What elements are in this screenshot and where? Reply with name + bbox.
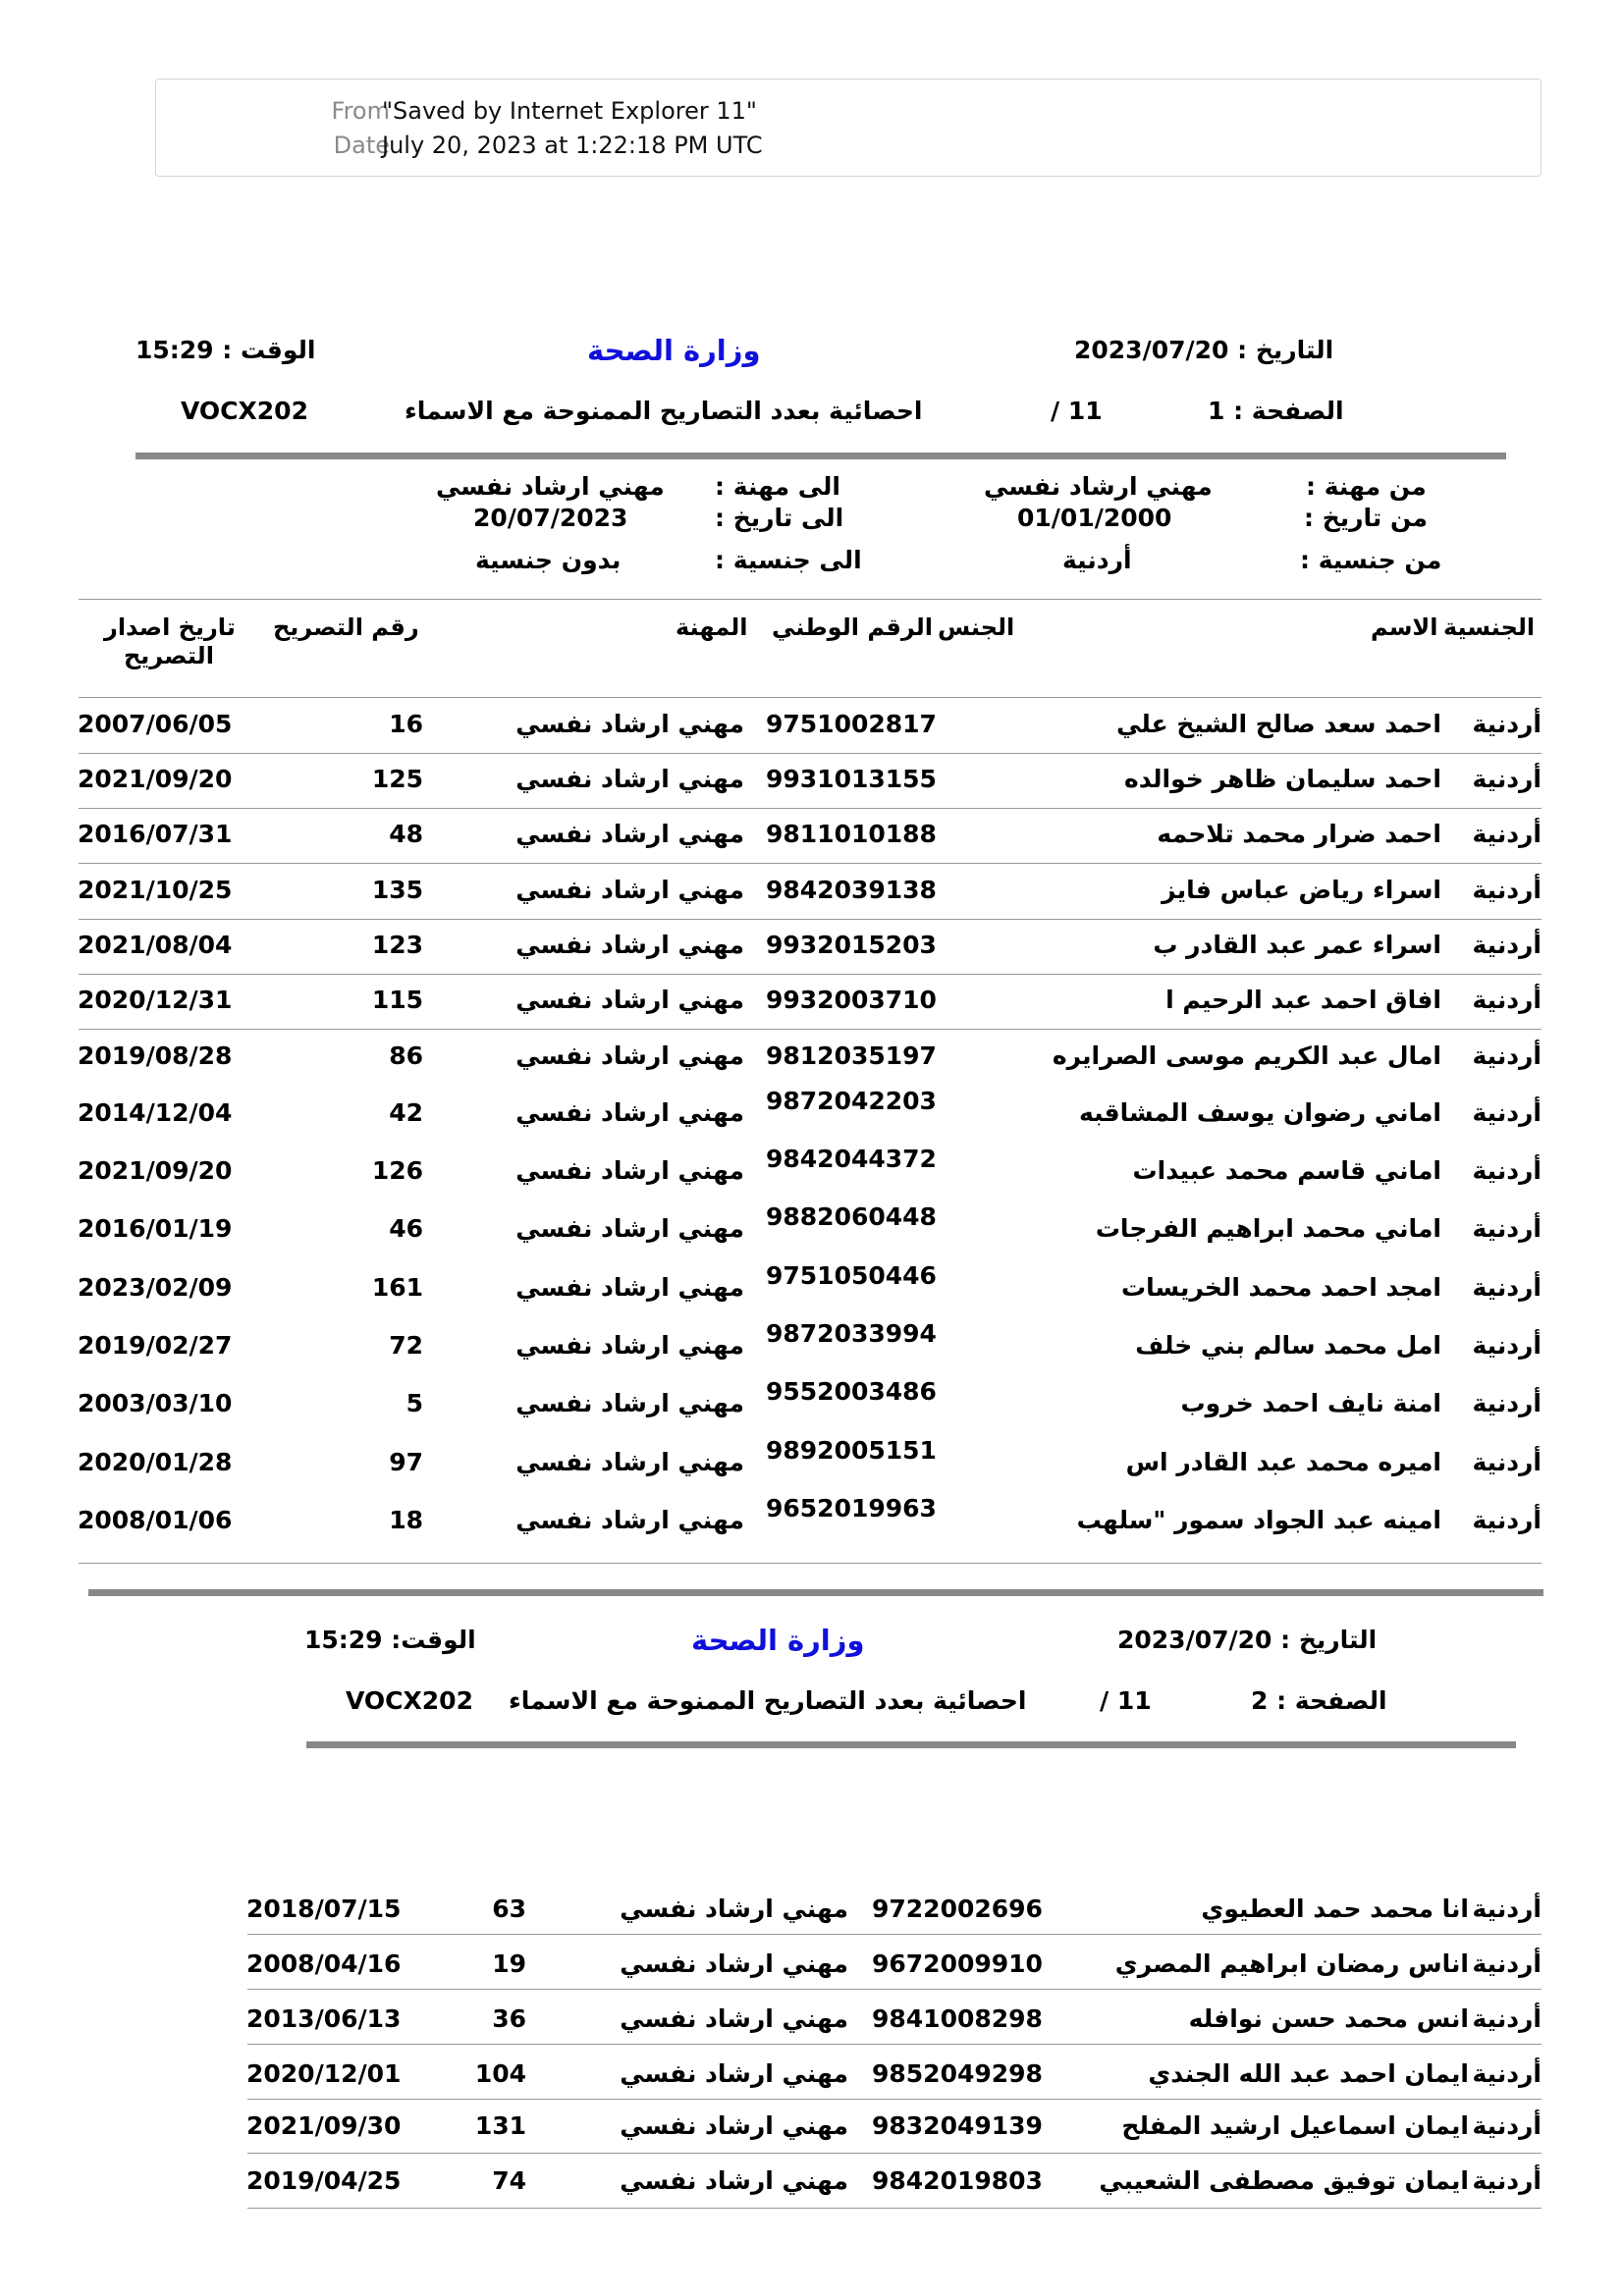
col-profession: المهنة: [676, 614, 748, 641]
cell-issue-date: 2019/02/27: [78, 1331, 233, 1360]
cell-name: امل محمد سالم بني خلف: [1135, 1331, 1441, 1360]
cell-nationality: أردنية: [1472, 876, 1542, 904]
cell-issue-date: 2021/08/04: [78, 931, 233, 959]
cell-issue-date: 2020/12/01: [246, 2059, 402, 2088]
cell-nationality: أردنية: [1472, 1041, 1542, 1070]
cell-name: اسراء عمر عبد القادر ب: [1153, 931, 1441, 959]
cell-issue-date: 2019/04/25: [246, 2166, 402, 2195]
cell-profession: مهني ارشاد نفسي: [620, 2111, 848, 2140]
filter-to-profession-label: الى مهنة :: [715, 472, 841, 501]
date-value: July 20, 2023 at 1:22:18 PM UTC: [382, 132, 763, 159]
filter-from-nationality-label: من جنسية :: [1300, 546, 1442, 574]
filter-from-profession-label: من مهنة :: [1306, 472, 1427, 501]
row-divider: [247, 1989, 1542, 1990]
cell-issue-date: 2019/08/28: [78, 1041, 233, 1070]
cell-profession: مهني ارشاد نفسي: [515, 986, 744, 1014]
cell-permit-no: 97: [389, 1448, 423, 1476]
cell-national-id: 9832049139: [872, 2111, 1043, 2140]
report-code: VOCX202: [346, 1686, 473, 1715]
row-divider: [79, 808, 1542, 809]
cell-issue-date: 2018/07/15: [246, 1895, 402, 1923]
row-divider: [247, 2208, 1542, 2209]
col-permit-no: رقم التصريح: [273, 614, 419, 641]
cell-permit-no: 126: [371, 1156, 423, 1185]
row-divider: [79, 919, 1542, 920]
row-divider: [247, 2153, 1542, 2154]
email-header: [155, 79, 1542, 177]
cell-national-id: 9842019803: [872, 2166, 1043, 2195]
filter-to-nationality-label: الى جنسية :: [715, 546, 862, 574]
cell-profession: مهني ارشاد نفسي: [515, 710, 744, 738]
cell-permit-no: 42: [389, 1098, 423, 1127]
cell-national-id: 9722002696: [872, 1895, 1043, 1923]
cell-issue-date: 2013/06/13: [246, 2004, 402, 2033]
cell-name: احمد ضرار محمد تلاحمه: [1157, 820, 1441, 848]
page-total: / 11: [1100, 1686, 1152, 1715]
cell-national-id: 9811010188: [766, 820, 937, 848]
cell-name: امنة نايف احمد خروب: [1180, 1389, 1441, 1417]
cell-issue-date: 2020/12/31: [78, 986, 233, 1014]
cell-permit-no: 18: [389, 1506, 423, 1534]
cell-national-id: 9892005151: [766, 1436, 937, 1465]
cell-profession: مهني ارشاد نفسي: [515, 1041, 744, 1070]
cell-name: اماني رضوان يوسف المشاقبه: [1078, 1098, 1441, 1127]
cell-profession: مهني ارشاد نفسي: [515, 820, 744, 848]
cell-permit-no: 125: [371, 765, 423, 793]
header-divider: [135, 453, 1506, 459]
cell-nationality: أردنية: [1472, 1949, 1542, 1978]
cell-name: احمد سليمان ظاهر خوالده: [1123, 765, 1441, 793]
cell-nationality: أردنية: [1472, 820, 1542, 848]
cell-nationality: أردنية: [1472, 1895, 1542, 1923]
cell-nationality: أردنية: [1472, 931, 1542, 959]
cell-name: انس محمد حسن نوافله: [1188, 2004, 1469, 2033]
filter-to-profession-value: مهني ارشاد نفسي: [436, 472, 665, 501]
col-gender: الجنس: [938, 614, 1015, 641]
cell-national-id: 9841008298: [872, 2004, 1043, 2033]
report-time: الوقت: 15:29: [304, 1626, 476, 1654]
cell-nationality: أردنية: [1472, 2111, 1542, 2140]
report-time: الوقت : 15:29: [135, 336, 316, 364]
cell-issue-date: 2021/10/25: [78, 876, 233, 904]
report-date: التاريخ : 2023/07/20: [1117, 1626, 1378, 1654]
cell-nationality: أردنية: [1472, 1331, 1542, 1360]
cell-name: اماني محمد ابراهيم الفرجات: [1095, 1214, 1441, 1243]
cell-profession: مهني ارشاد نفسي: [620, 2059, 848, 2088]
ministry-title: وزارة الصحة: [691, 1624, 865, 1657]
cell-profession: مهني ارشاد نفسي: [515, 765, 744, 793]
cell-permit-no: 135: [371, 876, 423, 904]
cell-name: اميره محمد عبد القادر اس: [1125, 1448, 1441, 1476]
row-divider: [79, 753, 1542, 754]
date-label: Date: [333, 132, 390, 159]
cell-national-id: 9652019963: [766, 1494, 937, 1522]
filter-to-nationality-value: بدون جنسية: [475, 546, 622, 574]
cell-permit-no: 63: [492, 1895, 526, 1923]
cell-issue-date: 2008/01/06: [78, 1506, 233, 1534]
cell-name: امال عبد الكريم موسى الصرايره: [1052, 1041, 1441, 1070]
cell-profession: مهني ارشاد نفسي: [515, 1331, 744, 1360]
cell-national-id: 9931013155: [766, 765, 937, 793]
cell-national-id: 9882060448: [766, 1202, 937, 1231]
cell-profession: مهني ارشاد نفسي: [515, 1156, 744, 1185]
cell-permit-no: 5: [406, 1389, 423, 1417]
col-issue-date-line1: تاريخ اصدار: [104, 614, 236, 641]
filter-from-nationality-value: أردنية: [1062, 546, 1132, 574]
cell-profession: مهني ارشاد نفسي: [620, 2166, 848, 2195]
cell-profession: مهني ارشاد نفسي: [620, 1949, 848, 1978]
col-issue-date-line2: التصريح: [124, 642, 214, 669]
cell-national-id: 9672009910: [872, 1949, 1043, 1978]
row-divider: [79, 863, 1542, 864]
cell-national-id: 9842044372: [766, 1145, 937, 1173]
cell-name: اسراء رياض عباس فايز: [1162, 876, 1441, 904]
cell-nationality: أردنية: [1472, 710, 1542, 738]
col-nationality: الجنسية: [1443, 614, 1536, 641]
cell-name: احمد سعد صالح الشيخ علي: [1116, 710, 1441, 738]
cell-national-id: 9852049298: [872, 2059, 1043, 2088]
cell-nationality: أردنية: [1472, 2059, 1542, 2088]
report-title: احصائية بعدد التصاريح الممنوحة مع الاسماء: [509, 1686, 1027, 1715]
cell-profession: مهني ارشاد نفسي: [515, 1214, 744, 1243]
cell-nationality: أردنية: [1472, 1214, 1542, 1243]
cell-profession: مهني ارشاد نفسي: [515, 1098, 744, 1127]
cell-nationality: أردنية: [1472, 1156, 1542, 1185]
cell-national-id: 9932003710: [766, 986, 937, 1014]
cell-nationality: أردنية: [1472, 2004, 1542, 2033]
cell-name: ايمان اسماعيل ارشيد المفلح: [1121, 2111, 1469, 2140]
filter-to-date-value: 20/07/2023: [473, 504, 628, 532]
cell-permit-no: 131: [474, 2111, 526, 2140]
row-divider: [79, 1563, 1542, 1564]
cell-issue-date: 2020/01/28: [78, 1448, 233, 1476]
row-divider: [247, 2099, 1542, 2100]
cell-permit-no: 74: [492, 2166, 526, 2195]
cell-national-id: 9872042203: [766, 1087, 937, 1115]
header-divider: [306, 1741, 1516, 1748]
page-number: الصفحة : 1: [1208, 397, 1344, 425]
cell-permit-no: 161: [371, 1273, 423, 1302]
cell-nationality: أردنية: [1472, 1098, 1542, 1127]
cell-profession: مهني ارشاد نفسي: [515, 876, 744, 904]
row-divider: [247, 1934, 1542, 1935]
filter-to-date-label: الى تاريخ :: [715, 504, 844, 532]
cell-profession: مهني ارشاد نفسي: [620, 1895, 848, 1923]
cell-national-id: 9932015203: [766, 931, 937, 959]
cell-nationality: أردنية: [1472, 2166, 1542, 2195]
cell-nationality: أردنية: [1472, 765, 1542, 793]
filter-from-profession-value: مهني ارشاد نفسي: [984, 472, 1213, 501]
cell-profession: مهني ارشاد نفسي: [515, 1506, 744, 1534]
row-divider: [79, 1029, 1542, 1030]
cell-permit-no: 72: [389, 1331, 423, 1360]
cell-name: اناس رمضان ابراهيم المصري: [1114, 1949, 1469, 1978]
cell-permit-no: 19: [492, 1949, 526, 1978]
cell-permit-no: 86: [389, 1041, 423, 1070]
cell-nationality: أردنية: [1472, 1273, 1542, 1302]
col-national-id: الرقم الوطني: [772, 614, 934, 641]
row-divider: [247, 2044, 1542, 2045]
cell-issue-date: 2021/09/20: [78, 1156, 233, 1185]
cell-issue-date: 2008/04/16: [246, 1949, 402, 1978]
cell-national-id: 9842039138: [766, 876, 937, 904]
cell-issue-date: 2023/02/09: [78, 1273, 233, 1302]
cell-nationality: أردنية: [1472, 986, 1542, 1014]
header-bottom-border: [79, 697, 1542, 698]
cell-profession: مهني ارشاد نفسي: [515, 931, 744, 959]
page-separator: [88, 1589, 1543, 1596]
row-divider: [79, 974, 1542, 975]
cell-issue-date: 2021/09/30: [246, 2111, 402, 2140]
table-top-border: [79, 599, 1542, 600]
cell-national-id: 9872033994: [766, 1319, 937, 1348]
cell-national-id: 9751002817: [766, 710, 937, 738]
cell-issue-date: 2016/07/31: [78, 820, 233, 848]
cell-issue-date: 2007/06/05: [78, 710, 233, 738]
cell-nationality: أردنية: [1472, 1389, 1542, 1417]
filter-from-date-label: من تاريخ :: [1304, 504, 1428, 532]
col-name: الاسم: [1371, 614, 1438, 641]
cell-national-id: 9812035197: [766, 1041, 937, 1070]
cell-permit-no: 104: [474, 2059, 526, 2088]
cell-nationality: أردنية: [1472, 1448, 1542, 1476]
from-label: From: [331, 97, 390, 125]
report-title: احصائية بعدد التصاريح الممنوحة مع الاسماء: [405, 397, 923, 425]
page-number: الصفحة : 2: [1251, 1686, 1387, 1715]
cell-issue-date: 2003/03/10: [78, 1389, 233, 1417]
cell-profession: مهني ارشاد نفسي: [515, 1273, 744, 1302]
cell-issue-date: 2021/09/20: [78, 765, 233, 793]
cell-national-id: 9751050446: [766, 1261, 937, 1290]
cell-name: ايمان توفيق مصطفى الشعيبي: [1099, 2166, 1469, 2195]
cell-name: افاق احمد عبد الرحيم ا: [1165, 986, 1441, 1014]
cell-permit-no: 123: [371, 931, 423, 959]
cell-name: انا محمد حمد العطيوي: [1201, 1895, 1469, 1923]
cell-profession: مهني ارشاد نفسي: [515, 1389, 744, 1417]
ministry-title: وزارة الصحة: [587, 334, 761, 367]
cell-name: امجد احمد محمد الخريسات: [1121, 1273, 1441, 1302]
cell-national-id: 9552003486: [766, 1377, 937, 1406]
cell-permit-no: 115: [371, 986, 423, 1014]
cell-permit-no: 48: [389, 820, 423, 848]
cell-permit-no: 16: [389, 710, 423, 738]
cell-name: امينه عبد الجواد سمور "سلهب: [1076, 1506, 1441, 1534]
cell-name: ايمان احمد عبد الله الجندي: [1148, 2059, 1469, 2088]
cell-profession: مهني ارشاد نفسي: [515, 1448, 744, 1476]
from-value: "Saved by Internet Explorer 11": [382, 97, 757, 125]
page-total: / 11: [1051, 397, 1103, 425]
cell-nationality: أردنية: [1472, 1506, 1542, 1534]
cell-profession: مهني ارشاد نفسي: [620, 2004, 848, 2033]
report-date: التاريخ : 2023/07/20: [1074, 336, 1334, 364]
cell-permit-no: 36: [492, 2004, 526, 2033]
cell-issue-date: 2016/01/19: [78, 1214, 233, 1243]
cell-permit-no: 46: [389, 1214, 423, 1243]
filter-from-date-value: 01/01/2000: [1017, 504, 1172, 532]
cell-issue-date: 2014/12/04: [78, 1098, 233, 1127]
report-code: VOCX202: [181, 397, 308, 425]
cell-name: اماني قاسم محمد عبيدات: [1132, 1156, 1441, 1185]
